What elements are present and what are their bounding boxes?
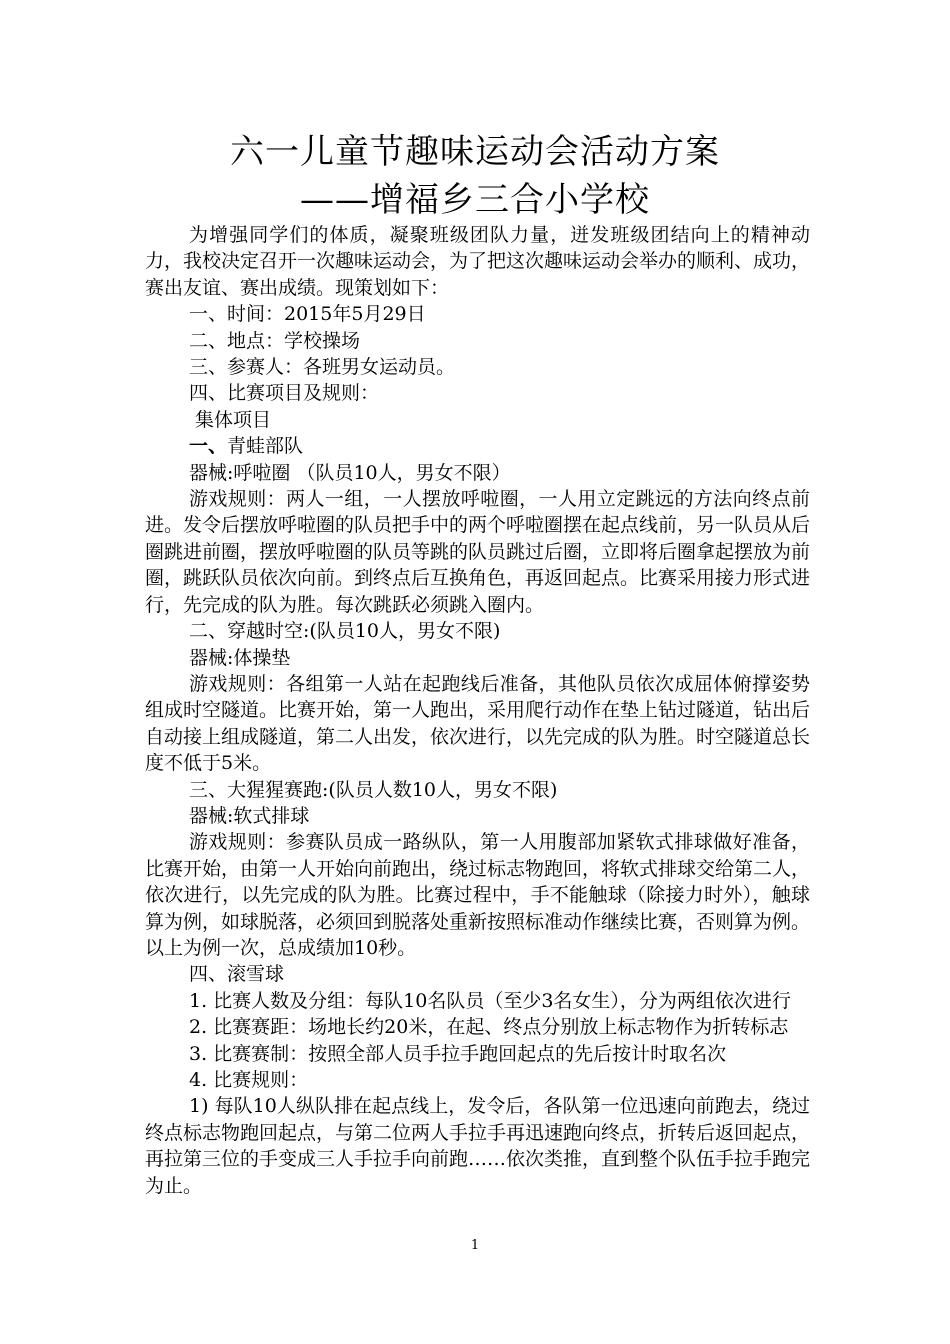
- event1-name: 青蛙部队: [227, 435, 304, 458]
- event3-equipment: 器械:软式排球: [189, 804, 310, 827]
- event2-heading: 二、穿越时空:(队员10人，男女不限): [189, 620, 501, 643]
- event1-number: 一、: [189, 435, 228, 458]
- event4-item4: 4. 比赛规则：: [189, 1069, 309, 1091]
- document-title: 六一儿童节趣味运动会活动方案: [230, 132, 720, 172]
- time-line: 一、时间：2015年5月29日: [189, 303, 426, 326]
- participants-line: 三、参赛人：各班男女运动员。: [189, 356, 456, 379]
- event2-equipment: 器械:体操垫: [189, 646, 291, 669]
- event1-heading: [145, 433, 810, 459]
- page-number: 1: [470, 1238, 480, 1253]
- event4-rule1: 1) 每队10人纵队排在起点线上，发令后，各队第一位迅速向前跑去，绕过终点标志物跑回起点，与第二位两人手拉手再迅速跑向终点，折转后返回起点，再拉第三位的手变成三人手拉手向前跑……依次类推，直到整个队伍手拉手跑完为止。: [145, 1095, 811, 1197]
- intro-paragraph: 为增强同学们的体质，凝聚班级团队力量，迸发班级团结向上的精神动力，我校决定召开一次趣味运动会，为了把这次趣味运动会举办的顺利、成功，赛出友谊、赛出成绩。现策划如下：: [145, 224, 811, 299]
- event2-rules: 游戏规则：各组第一人站在起跑线后准备，其他队员依次成屈体俯撑姿势组成时空隧道。比赛开始，第一人跑出，采用爬行动作在垫上钻过隧道，钻出后自动接上组成隧道，第二人出发，依次进行，以先完成的队为胜。时空隧道总长度不低于5米。: [145, 672, 811, 775]
- document-subtitle: ——增福乡三合小学校: [300, 180, 650, 220]
- event4-item1: 1. 比赛人数及分组：每队10名队员（至少3名女生），分为两组依次进行: [189, 989, 791, 1012]
- place-line: 二、地点：学校操场: [189, 329, 361, 352]
- group-events-heading: 集体项目: [195, 408, 272, 431]
- event1-rules: 游戏规则：两人一组，一人摆放呼啦圈，一人用立定跳远的方法向终点前进。发令后摆放呼啦圈的队员把手中的两个呼啦圈摆在起点线前，另一队员从后圈跳进前圈，摆放呼啦圈的队员等跳的队员跳过后圈，立即将后圈拿起摆放为前圈，跳跃队员依次向前。到终点后互换角色，再返回起点。比赛采用接力形式进行，先完成的队为胜。每次跳跃必须跳入圈内。: [145, 488, 811, 616]
- event3-rules: 游戏规则：参赛队员成一路纵队，第一人用腹部加紧软式排球做好准备，比赛开始，由第一人开始向前跑出，绕过标志物跑回，将软式排球交给第二人，依次进行，以先完成的队为胜。比赛过程中，手不能触球（除接力时外），触球算为例，如球脱落，必须回到脱落处重新按照标准动作继续比赛，否则算为例。以上为例一次，总成绩加10秒。: [145, 831, 811, 959]
- events-heading: 四、比赛项目及规则：: [189, 382, 380, 405]
- event3-heading: 三、大猩猩赛跑:(队员人数10人，男女不限): [189, 778, 558, 801]
- event4-item3: 3. 比赛赛制：按照全部人员手拉手跑回起点的先后按计时取名次: [189, 1042, 727, 1065]
- event1-equipment: 器械:呼啦圈 （队员10人，男女不限）: [189, 461, 511, 484]
- event4-heading: 四、滚雪球: [189, 963, 285, 986]
- event4-item2: 2. 比赛赛距：场地长约20米，在起、终点分别放上标志物作为折转标志: [189, 1016, 789, 1039]
- document-body: [145, 222, 810, 1199]
